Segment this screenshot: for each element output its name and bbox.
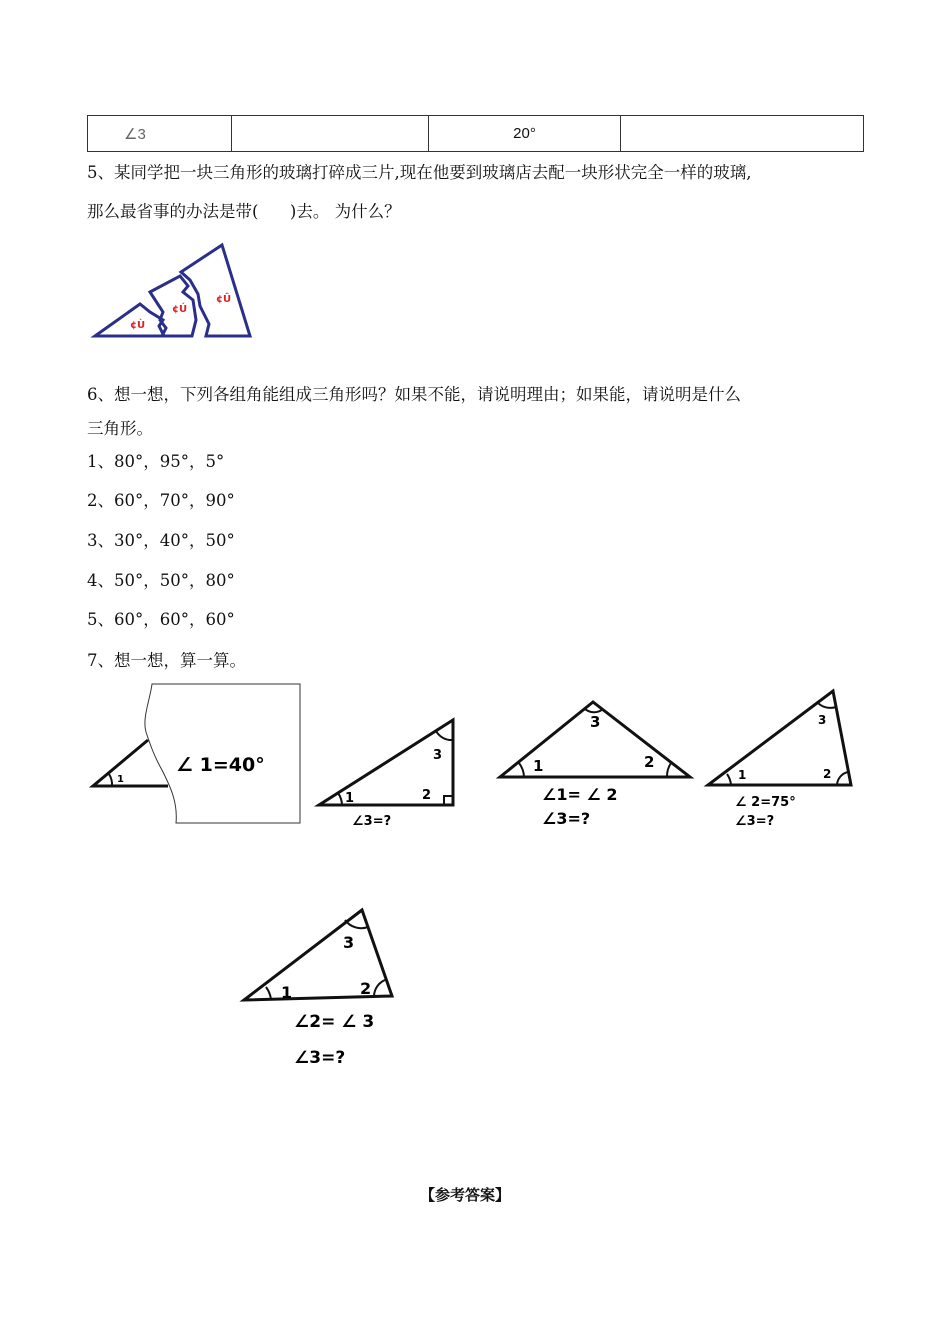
fig2-angle-2: 2 [422, 788, 432, 803]
figure-1 [93, 684, 300, 823]
q6-line-1: 6、想一想，下列各组角能组成三角形吗？如果不能，请说明理由；如果能，请说明是什么 [87, 385, 741, 404]
fig5-condition: ∠2= ∠ 3 [294, 1012, 375, 1032]
q6-item: 5、60°，60°，60° [87, 610, 235, 629]
q6-item: 2、60°，70°，90° [87, 491, 235, 510]
q5-text-after: )去。 为什么？ [289, 202, 401, 221]
figure-5 [244, 910, 392, 1068]
fig3-angle-3: 3 [590, 713, 601, 731]
glass-piece-label: ¢Û [216, 294, 232, 305]
fig4-question: ∠3=? [735, 814, 775, 829]
table-cell-angle: ∠3 [88, 116, 232, 152]
fig4-angle-1: 1 [738, 768, 747, 782]
fig5-angle-1: 1 [281, 983, 293, 1002]
fig5-angle-2: 2 [360, 979, 372, 998]
figure-3 [500, 702, 690, 828]
fig2-angle-1: 1 [345, 791, 355, 806]
answers-heading: 【参考答案】 [420, 1186, 511, 1204]
fig4-angle-2: 2 [823, 767, 832, 781]
fig2-question: ∠3=? [352, 814, 392, 829]
fig1-card-text: ∠ 1=40° [176, 754, 265, 776]
glass-piece-label: ¢Ù [130, 320, 146, 331]
table-cell-value: 20° [429, 116, 621, 152]
fig3-angle-1: 1 [533, 757, 544, 775]
q7-title: 7、想一想，算一算。 [87, 651, 246, 670]
fig1-angle-label: 1 [117, 774, 124, 785]
fig5-question: ∠3=? [294, 1048, 346, 1068]
q6-item: 1、80°，95°，5° [87, 452, 225, 471]
figure-4 [708, 691, 851, 829]
fig5-angle-3: 3 [343, 933, 355, 952]
fig3-question: ∠3=? [542, 809, 591, 828]
q6-item: 4、50°，50°，80° [87, 571, 235, 590]
glass-piece-label: ¢Ú [172, 304, 188, 315]
fig3-condition: ∠1= ∠ 2 [542, 785, 618, 804]
fig3-angle-2: 2 [644, 753, 655, 771]
q6-line-2: 三角形。 [87, 419, 153, 438]
q5-line-1: 5、某同学把一块三角形的玻璃打碎成三片,现在他要到玻璃店去配一块形状完全一样的玻璃, [87, 163, 752, 182]
fig4-angle-3: 3 [818, 713, 827, 727]
fig4-condition: ∠ 2=75° [735, 795, 796, 810]
fig2-angle-3: 3 [433, 748, 443, 763]
q5-text-before: 那么最省事的办法是带( [87, 202, 259, 221]
figure-2 [319, 720, 453, 829]
q6-item: 3、30°，40°，50° [87, 531, 235, 550]
